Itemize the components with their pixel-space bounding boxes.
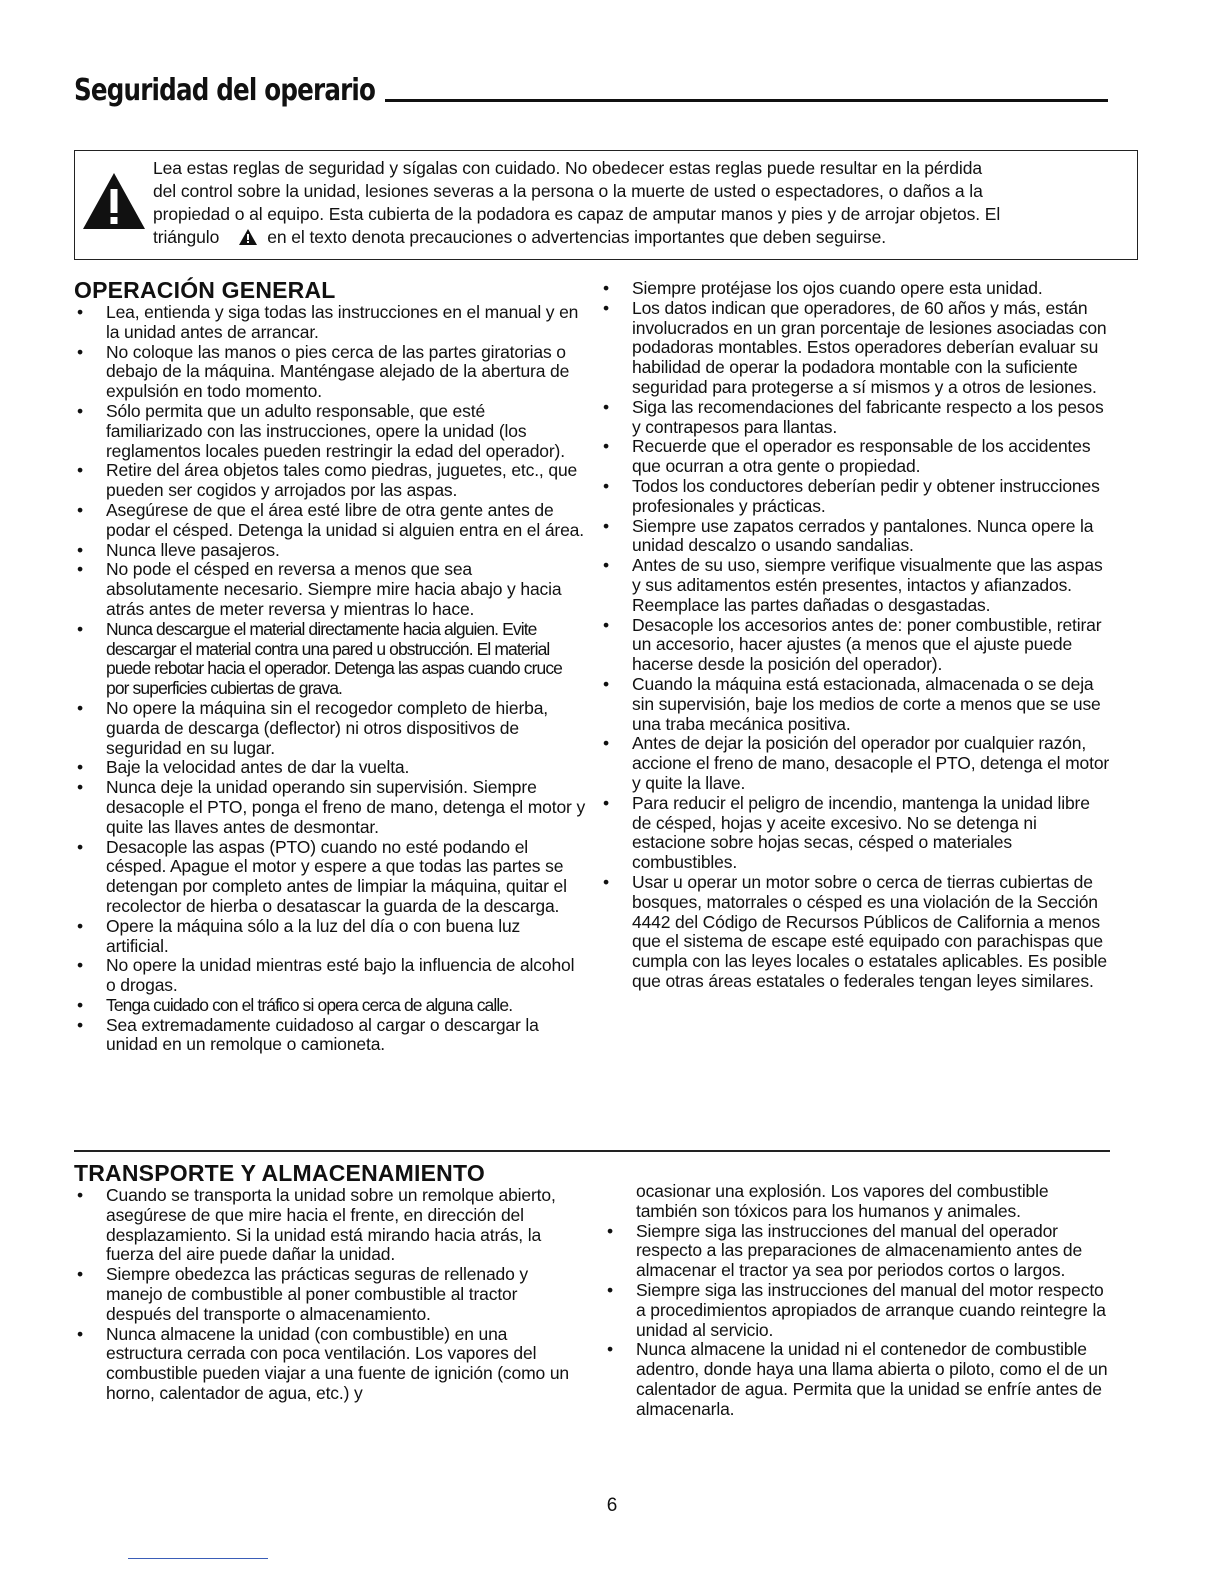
page-number: 6 bbox=[606, 1495, 618, 1516]
list-item: • Todos los conductores deberían pedir y obtener instrucciones profesionales y prácticas. bbox=[603, 475, 1100, 516]
list-item: • Sea extremadamente cuidadoso al cargar o descargar la unidad en un remolque o camioneta. bbox=[77, 1014, 539, 1055]
list-item: • Nunca deje la unidad operando sin supervisión. Siempre desacople el PTO, ponga el freno de mano, detenga el motor y quite las llaves antes de desmontar. bbox=[77, 777, 586, 837]
warning-triangle-icon bbox=[81, 171, 147, 231]
list-item: • Siempre siga las instrucciones del manual del operador respecto a las preparaciones de almacenamiento antes de almacenar el tractor ya sea por periodos cortos o largos. bbox=[607, 1220, 1083, 1281]
warning-line: Lea estas reglas de seguridad y sígalas con cuidado. No obedecer estas reglas puede resultar en la pérdida bbox=[153, 158, 982, 178]
section-divider bbox=[74, 1150, 1110, 1152]
warning-line-start: triángulo bbox=[153, 227, 220, 247]
list-item: • Cuando la máquina está estacionada, almacenada o se deja sin supervisión, baje los medios de corte a menos que se use una traba mecánica positiva. bbox=[603, 673, 1101, 734]
transport-left-list bbox=[74, 1186, 586, 1404]
transport-right-list bbox=[604, 1222, 1110, 1420]
warning-line: propiedad o al equipo. Esta cubierta de la podadora es capaz de amputar manos y pies y de arrojar objetos. El bbox=[153, 204, 1001, 224]
list-item: • Sólo permita que un adulto responsable, que esté familiarizado con las instrucciones, opere la unidad (los reglamentos locales pueden restringir la edad del operador). bbox=[77, 400, 565, 461]
transport-left-column bbox=[74, 1160, 586, 1404]
general-right-column bbox=[600, 279, 1110, 992]
list-item: • Siempre obedezca las prácticas seguras de rellenado y manejo de combustible al poner combustible al tractor después del transporte o almacenamiento. bbox=[77, 1264, 529, 1324]
footer-rule bbox=[128, 1558, 268, 1559]
list-item: • Antes de su uso, siempre verifique visualmente que las aspas y sus aditamentos estén presentes, intactos y afianzados. Reemplace las partes dañadas o desgastadas. bbox=[603, 555, 1103, 615]
list-item: • Nunca almacene la unidad ni el contenedor de combustible adentro, donde haya una llama abierta o piloto, como el de un calentador de agua. Permita que la unidad se enfríe antes de almacenarla. bbox=[607, 1339, 1108, 1419]
list-item: • Siempre siga las instrucciones del manual del motor respecto a procedimientos apropiados de arranque cuando reintegre la unidad al servicio. bbox=[607, 1279, 1106, 1340]
page-header bbox=[74, 70, 1108, 106]
list-item: • Nunca lleve pasajeros. bbox=[77, 539, 280, 560]
list-item: • No opere la máquina sin el recogedor completo de hierba, guarda de descarga (deflector) ni otros dispositivos de seguridad en su lugar. bbox=[77, 697, 549, 758]
warning-line bbox=[153, 226, 1133, 249]
list-item: • Recuerde que el operador es responsable de los accidentes que ocurran a otra gente o propiedad. bbox=[603, 436, 1091, 477]
list-item: • Baje la velocidad antes de dar la vuelta. bbox=[77, 757, 410, 778]
list-item: • Antes de dejar la posición del operador por cualquier razón, accione el freno de mano, desacople el PTO, detenga el motor y quite la llave. bbox=[603, 733, 1110, 793]
general-operation-heading: OPERACIÓN GENERAL bbox=[74, 277, 336, 303]
transport-right-column bbox=[604, 1182, 1110, 1420]
list-item: • No opere la unidad mientras esté bajo la influencia de alcohol o drogas. bbox=[77, 955, 575, 996]
list-item: • Siga las recomendaciones del fabricante respecto a los pesos y contrapesos para llantas. bbox=[603, 396, 1104, 437]
list-item: • Para reducir el peligro de incendio, mantenga la unidad libre de césped, hojas y aceite excesivo. No se detenga ni estacione sobre hojas secas, césped o materiales combustibles. bbox=[603, 792, 1090, 873]
list-item: • Nunca descargue el material directamente hacia alguien. Evite descargar el material contra una pared u obstrucción. El material puede rebotar hacia el operador. Detenga las aspas cuando cruce por superficies cubiertas de grava. bbox=[77, 618, 563, 699]
list-item: • Asegúrese de que el área esté libre de otra gente antes de podar el césped. Detenga la unidad si alguien entra en el área. bbox=[77, 499, 584, 540]
list-item: • Opere la máquina sólo a la luz del día o con buena luz artificial. bbox=[77, 915, 521, 956]
list-item: • No coloque las manos o pies cerca de las partes giratorias o debajo de la máquina. Manténgase alejado de la abertura de expulsión en todo momento. bbox=[77, 341, 570, 402]
list-item: • Nunca almacene la unidad (con combustible) en una estructura cerrada con poca ventilación. Los vapores del combustible pueden viajar a una fuente de ignición (como un horno, calentador de agua, etc.) y bbox=[77, 1323, 569, 1403]
title-rule bbox=[385, 99, 1108, 102]
safety-warning-box bbox=[74, 150, 1138, 260]
general-right-list bbox=[600, 279, 1110, 992]
list-item: • No pode el césped en reversa a menos que sea absolutamente necesario. Siempre mire hacia abajo y hacia atrás antes de meter reversa y mientras lo hace. bbox=[77, 559, 562, 619]
page-title: Seguridad del operario bbox=[74, 73, 376, 108]
list-item: • Desacople las aspas (PTO) cuando no esté podando el césped. Apague el motor y espere a que todas las partes se detengan por completo antes de limpiar la máquina, quitar el recolector de hierba o desatascar la guarda de la descarga. bbox=[77, 836, 567, 916]
list-item: • Los datos indican que operadores, de 60 años y más, están involucrados en un gran porcentaje de lesiones asociadas con podadoras montables. Estos operadores deberían evaluar su habilidad de operar la podadora montable con la suficiente seguridad para protegerse a sí mismos y a otros de lesiones. bbox=[603, 297, 1107, 397]
transport-storage-heading: TRANSPORTE Y ALMACENAMIENTO bbox=[74, 1160, 485, 1186]
list-item: • Usar u operar un motor sobre o cerca de tierras cubiertas de bosques, matorrales o césped es una violación de la Sección 4442 del Código de Recursos Públicos de California a menos que el sistema de escape esté equipado con parachispas que cumpla con las leyes locales o estatales aplicables. Es posible que otras áreas estatales o federales tengan leyes similares. bbox=[603, 871, 1107, 991]
warning-text bbox=[153, 157, 1133, 249]
list-item: • Cuando se transporta la unidad sobre un remolque abierto, asegúrese de que mire hacia el frente, en dirección del desplazamiento. Si la unidad está mirando hacia atrás, la fuerza del aire puede dañar la unidad. bbox=[77, 1185, 556, 1265]
warning-line-end: en el texto denota precauciones o advertencias importantes que deben seguirse. bbox=[267, 227, 886, 247]
general-left-column bbox=[74, 277, 586, 1055]
continued-paragraph: ocasionar una explosión. Los vapores del combustible también son tóxicos para los humanos y animales. bbox=[636, 1181, 1049, 1221]
list-item: • Siempre use zapatos cerrados y pantalones. Nunca opere la unidad descalzo o usando sandalias. bbox=[603, 515, 1094, 556]
list-item: • Desacople los accesorios antes de: poner combustible, retirar un accesorio, hacer ajustes (a menos que el ajuste puede hacerse desde la posición del operador). bbox=[603, 614, 1102, 675]
list-item: • Lea, entienda y siga todas las instrucciones en el manual y en la unidad antes de arrancar. bbox=[77, 302, 579, 342]
warning-line: del control sobre la unidad, lesiones severas a la persona o la muerte de usted o espectadores, o daños a la bbox=[153, 181, 983, 201]
general-left-list bbox=[74, 303, 586, 1055]
list-item: • Retire del área objetos tales como piedras, juguetes, etc., que pueden ser cogidos y arrojados por las aspas. bbox=[77, 460, 578, 501]
warning-triangle-icon bbox=[239, 229, 257, 245]
list-item: • Siempre protéjase los ojos cuando opere esta unidad. bbox=[603, 278, 1043, 298]
list-item: • Tenga cuidado con el tráfico si opera cerca de alguna calle. bbox=[77, 994, 513, 1015]
